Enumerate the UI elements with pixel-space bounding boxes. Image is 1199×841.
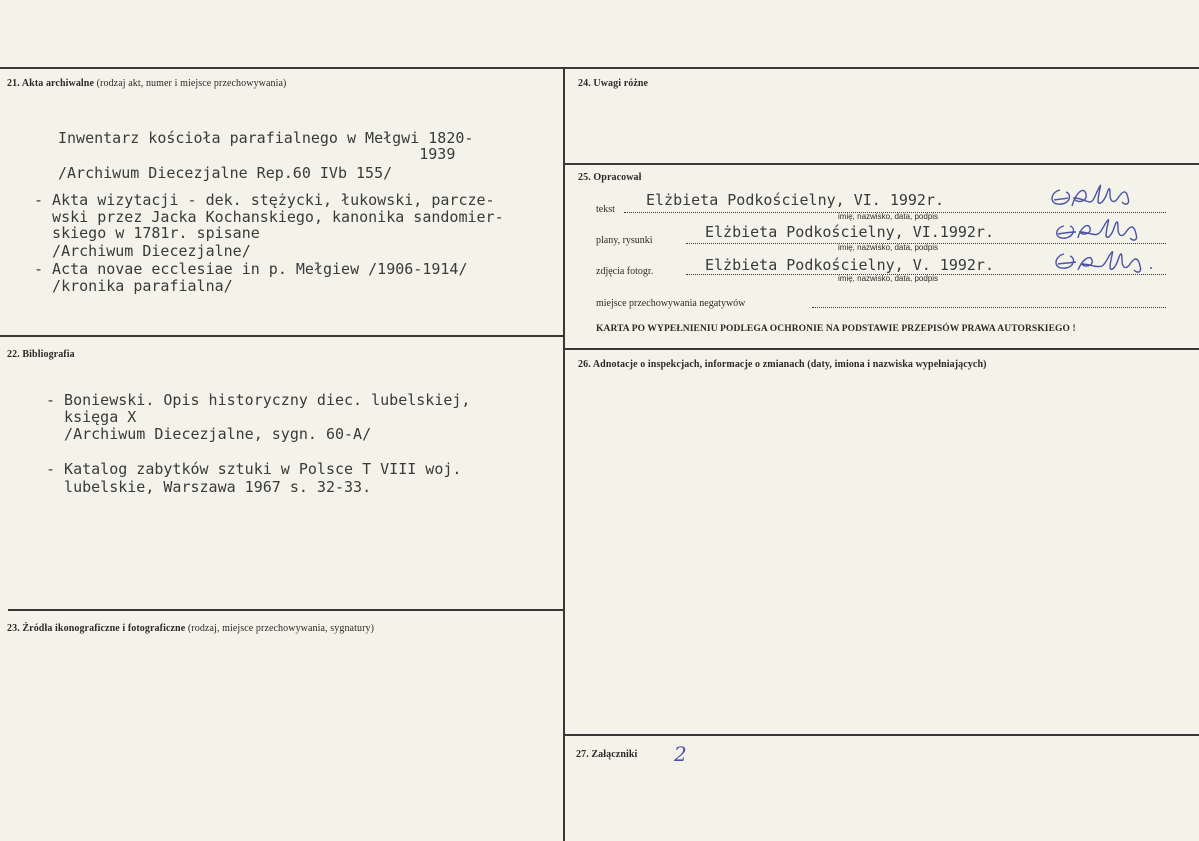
section-21-note: (rodzaj akt, numer i miejsce przechowywania) — [96, 78, 287, 89]
section-26-note: (daty, imiona i nazwiska wypełniających) — [807, 359, 987, 370]
s22-line-5: lubelskie, Warszawa 1967 s. 32-33. — [46, 478, 372, 496]
s21-line-4: - Akta wizytacji - dek. stężycki, łukowski, parcze- — [34, 191, 495, 209]
section-23-note: (rodzaj, miejsce przechowywania, sygnatury) — [187, 623, 375, 634]
section-23-title: 23. Źródła ikonograficzne i fotograficzne — [7, 623, 186, 634]
signature-zdjecia — [1046, 246, 1166, 276]
s21-line-9: /kronika parafialna/ — [34, 277, 233, 295]
s22-line-4: - Katalog zabytków sztuki w Polsce T VIII woj. — [46, 460, 462, 478]
s22-line-2: księga X — [46, 408, 137, 426]
section-26-title: 26. Adnotacje o inspekcjach, informacje o zmianach — [578, 359, 805, 370]
section-26-label — [578, 359, 987, 370]
section-23-label — [7, 623, 374, 634]
right-rule-26-27 — [565, 734, 1199, 736]
s25-row-tekst-label: tekst — [596, 204, 615, 215]
s25-row-plany-caption: imię, nazwisko, data, podpis — [838, 243, 939, 252]
left-rule-21-22 — [0, 335, 565, 337]
s25-negatives-dots — [812, 307, 1166, 308]
s25-row-tekst-value: Elżbieta Podkościelny, VI. 1992r. — [646, 191, 945, 209]
left-rule-22-23 — [8, 609, 565, 611]
s25-row-plany-label: plany, rysunki — [596, 235, 653, 246]
s25-row-plany-value: Elżbieta Podkościelny, VI.1992r. — [705, 223, 994, 241]
s21-line-5: wski przez Jacka Kochanskiego, kanonika sandomier- — [34, 208, 504, 226]
s21-line-3: /Archiwum Diecezjalne Rep.60 IVb 155/ — [58, 164, 393, 182]
s25-row-zdjecia-label: zdjęcia fotogr. — [596, 266, 654, 277]
s25-row-zdjecia-value: Elżbieta Podkościelny, V. 1992r. — [705, 256, 994, 274]
signature-plany — [1048, 214, 1158, 244]
s25-copyright-notice: KARTA PO WYPEŁNIENIU PODLEGA OCHRONIE NA PODSTAWIE PRZEPISÓW PRAWA AUTORSKIEGO ! — [596, 324, 1076, 334]
right-rule-25-26 — [565, 348, 1199, 350]
signature-tekst — [1042, 180, 1152, 214]
s21-line-7: /Archiwum Diecezjalne/ — [34, 242, 251, 260]
section-25-label: 25. Opracował — [578, 172, 642, 183]
s21-line-1: Inwentarz kościoła parafialnego w Mełgwi 1820- — [58, 129, 474, 147]
section-24-label: 24. Uwagi różne — [578, 78, 649, 89]
section-21-title: 21. Akta archiwalne — [7, 78, 94, 89]
section-27-label: 27. Załączniki — [576, 749, 638, 760]
top-rule — [0, 67, 1199, 69]
s25-row-zdjecia-caption: imię, nazwisko, data, podpis — [838, 274, 939, 283]
s21-line-2: 1939 — [58, 145, 456, 163]
s21-line-8: - Acta novae ecclesiae in p. Mełgiew /1906-1914/ — [34, 260, 468, 278]
s22-line-1: - Boniewski. Opis historyczny diec. lubelskiej, — [46, 391, 471, 409]
s21-line-6: skiego w 1781r. spisane — [34, 224, 260, 242]
center-divider — [563, 67, 565, 841]
s25-row-tekst-caption: imię, nazwisko, data, podpis — [838, 212, 939, 221]
section-22-label: 22. Bibliografia — [7, 349, 75, 360]
section-21-label — [7, 78, 286, 89]
right-rule-24-25 — [565, 163, 1199, 165]
s25-negatives-label: miejsce przechowywania negatywów — [596, 298, 746, 309]
s22-line-3: /Archiwum Diecezjalne, sygn. 60-A/ — [46, 425, 372, 443]
s27-attachments-count: 2 — [674, 742, 687, 766]
